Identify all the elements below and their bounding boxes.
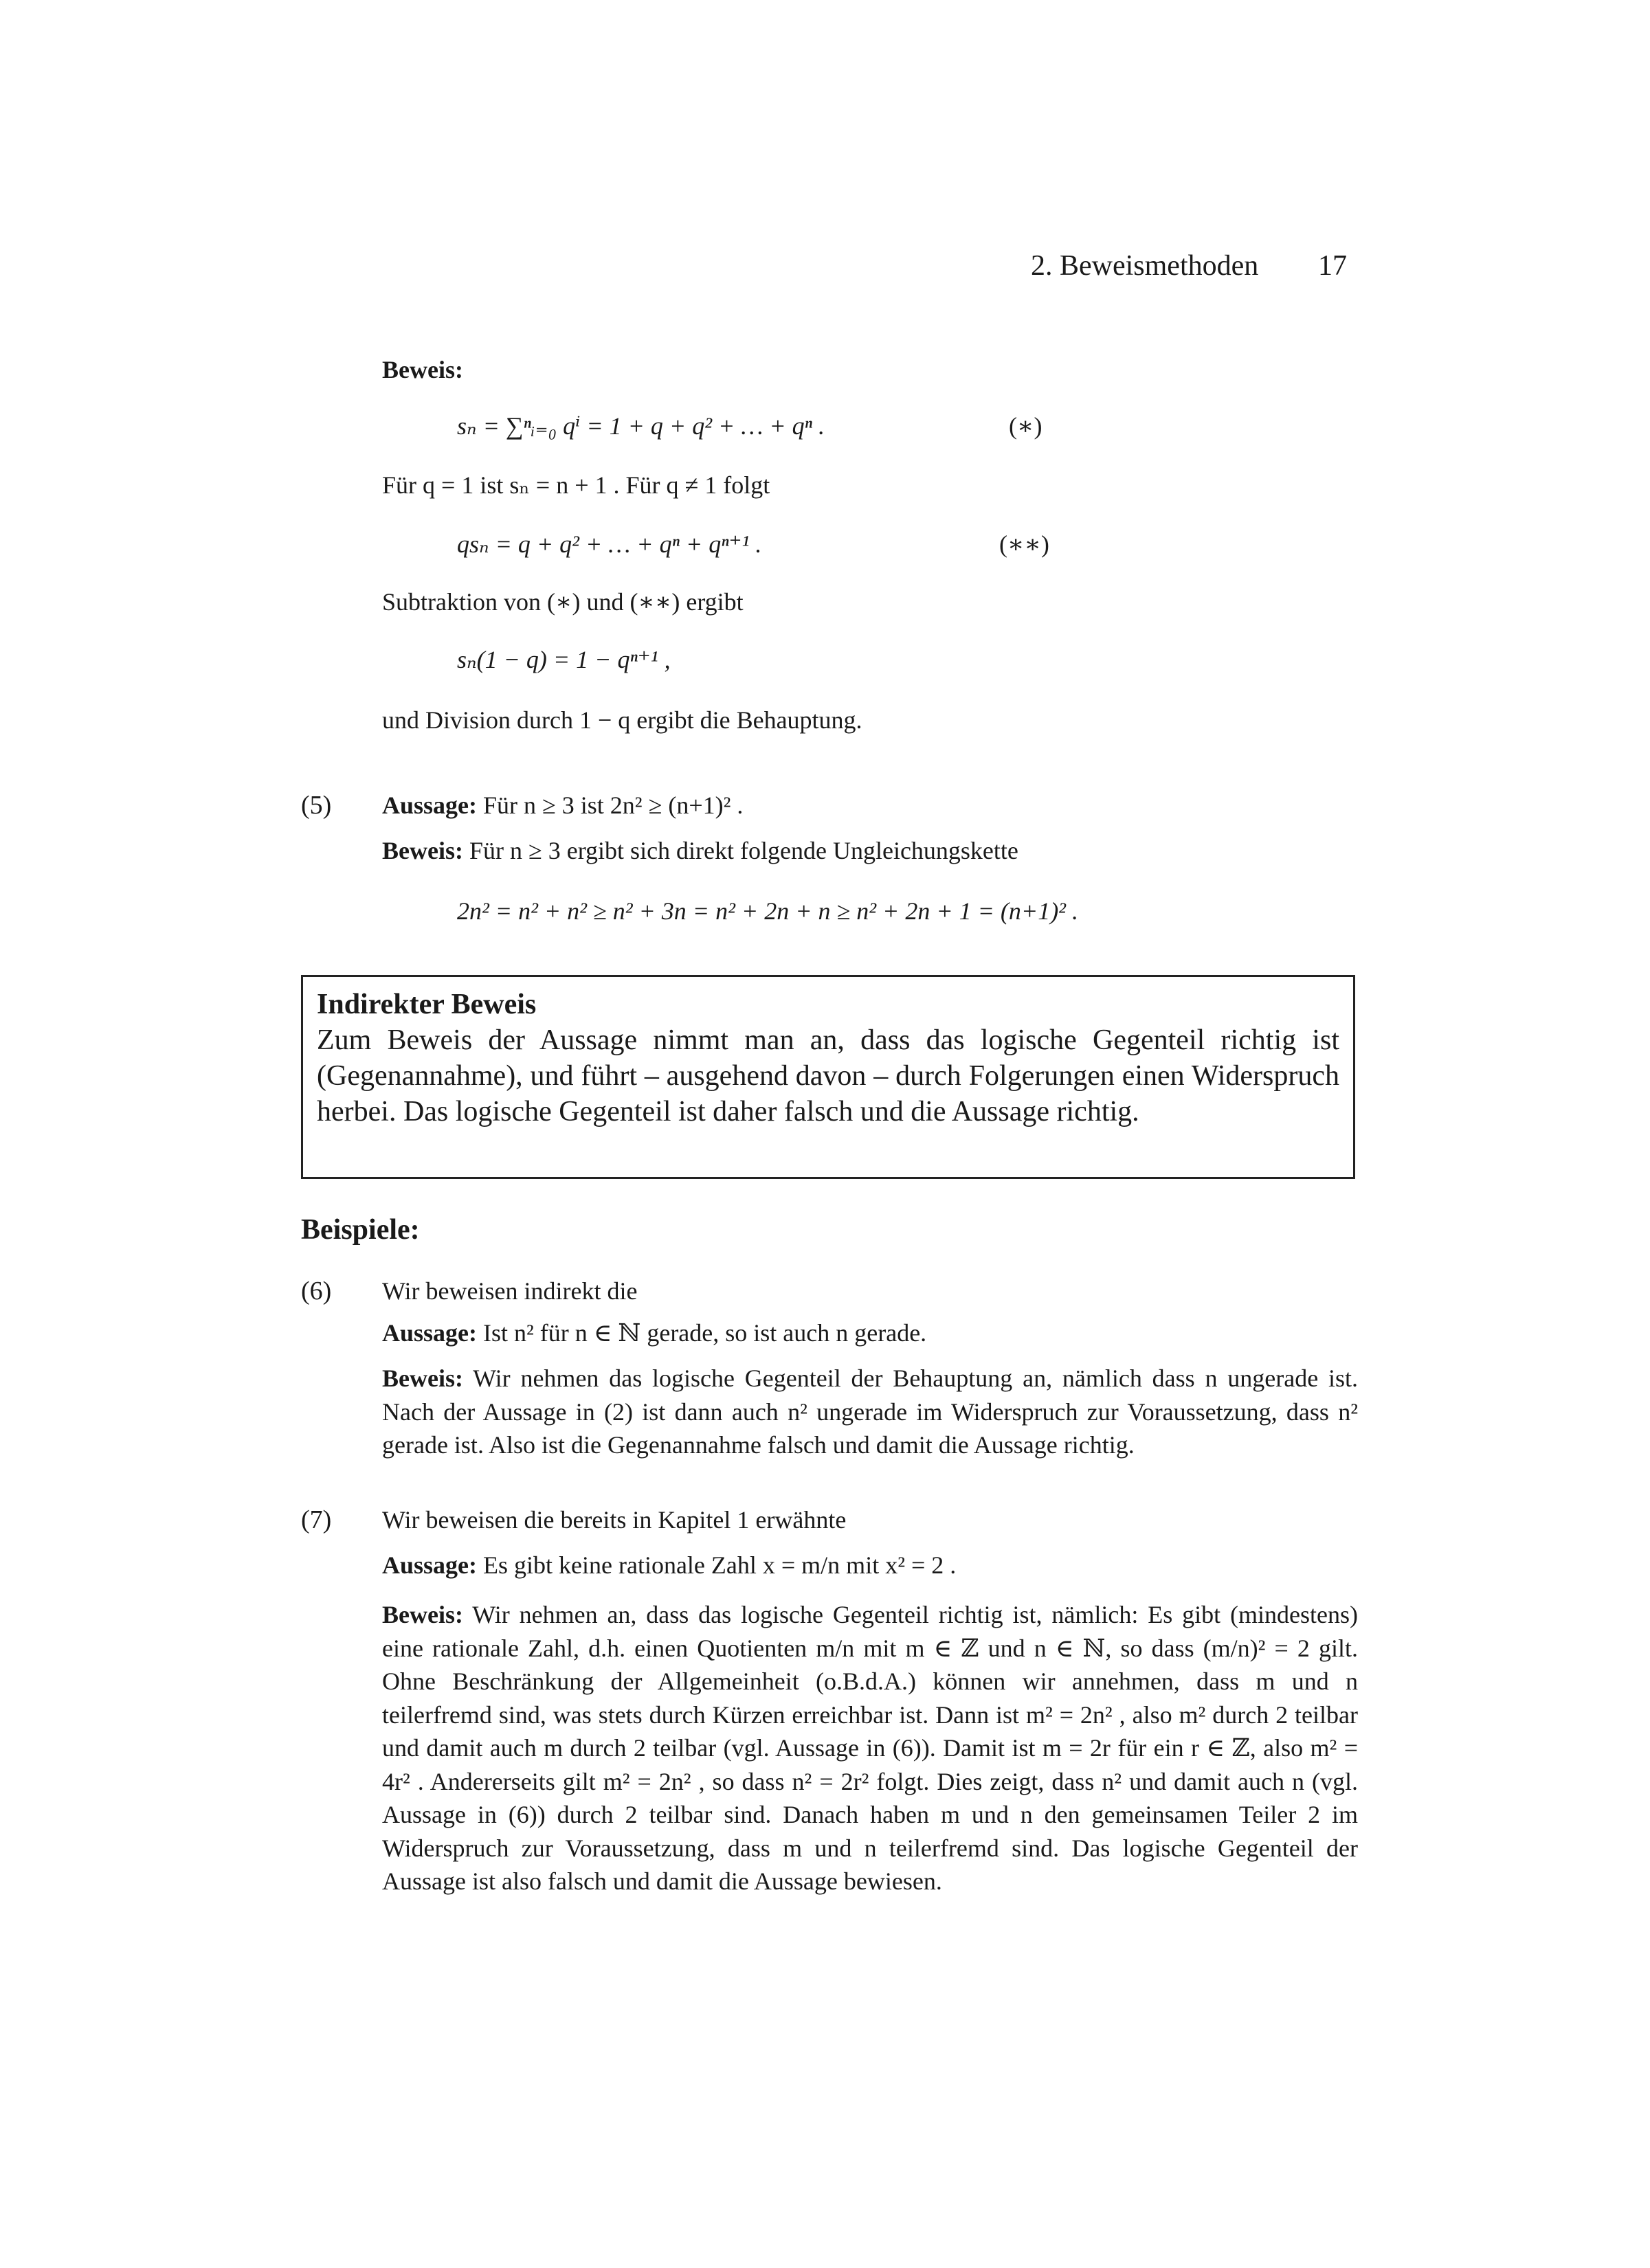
proof-text-case-q1: Für q = 1 ist sₙ = n + 1 . Für q ≠ 1 folgt <box>382 471 770 499</box>
item7-intro: Wir beweisen die bereits in Kapitel 1 erwähnte <box>382 1506 847 1534</box>
statement-text: Für n ≥ 3 ist 2n² ≥ (n+1)² . <box>483 791 744 819</box>
item7-proof <box>382 1598 1358 1898</box>
proof-label: Beweis: <box>382 837 463 864</box>
statement-label: Aussage: <box>382 1551 478 1579</box>
item-number-5: (5) <box>301 791 332 820</box>
proof-text: Für n ≥ 3 ergibt sich direkt folgende Ungleichungskette <box>469 837 1018 864</box>
statement-text: Ist n² für n ∈ ℕ gerade, so ist auch n gerade. <box>483 1319 927 1347</box>
equation-difference: sₙ(1 − q) = 1 − qⁿ⁺¹ , <box>457 646 671 673</box>
item7-statement <box>382 1549 956 1582</box>
definition-box <box>301 975 1355 1179</box>
statement-label: Aussage: <box>382 791 478 819</box>
item5-proof <box>382 834 1018 867</box>
item-number-6: (6) <box>301 1277 332 1305</box>
proof-text: Wir nehmen an, dass das logische Gegenteil richtig ist, nämlich: Es gibt (mindestens) eine rationale Zahl, d.h. einen Quotienten m/n mit m ∈ ℤ und n ∈ ℕ, so dass (m/n)² = 2 gilt. Ohne Beschränkung der Allgemeinheit (o.B.d.A.) können wir annehmen, dass m und n teilerfremd sind, was stets durch Kürzen erreichbar ist. Dann ist m² = 2n² , also m² durch 2 teilbar und damit auch m durch 2 teilbar (vgl. Aussage in (6)). Damit ist m = 2r für ein r ∈ ℤ, also m² = 4r² . Andererseits gilt m² = 2n² , so dass n² = 2r² folgt. Dies zeigt, dass n² und damit auch n (vgl. Aussage in (6)) durch 2 teilbar sind. Danach haben m und n den gemeinsamen Teiler 2 im Widerspruch zur Voraussetzung, dass m und n teilerfremd sind. Das logische Gegenteil der Aussage ist also falsch und damit die Aussage bewiesen. <box>382 1601 1358 1895</box>
equation-inequality-chain: 2n² = n² + n² ≥ n² + 3n = n² + 2n + n ≥ n² + 2n + 1 = (n+1)² . <box>457 897 1078 925</box>
equation-tag-star: (∗) <box>1009 412 1043 440</box>
running-header-chapter: 2. Beweismethoden <box>1031 250 1259 282</box>
definition-body: Zum Beweis der Aussage nimmt man an, dass das logische Gegenteil richtig ist (Gegenannahme), und führt – ausgehend davon – durch Folgerungen einen Widerspruch herbei. Das logische Gegenteil ist daher falsch und die Aussage richtig. <box>317 1024 1339 1127</box>
proof-label: Beweis: <box>382 1365 463 1392</box>
definition-content <box>303 977 1353 1130</box>
statement-label: Aussage: <box>382 1319 478 1347</box>
definition-title: Indirekter Beweis <box>317 989 537 1020</box>
running-header-page-number: 17 <box>1318 250 1347 282</box>
proof-text-subtraction: Subtraktion von (∗) und (∗∗) ergibt <box>382 588 744 616</box>
statement-text: Es gibt keine rationale Zahl x = m/n mit x² = 2 . <box>483 1551 957 1579</box>
item5-statement <box>382 789 743 822</box>
item6-intro: Wir beweisen indirekt die <box>382 1277 638 1305</box>
equation-tag-double-star: (∗∗) <box>999 530 1049 558</box>
proof-label: Beweis: <box>382 1601 463 1628</box>
item6-statement <box>382 1316 926 1349</box>
item6-proof <box>382 1362 1358 1462</box>
proof-text-division: und Division durch 1 − q ergibt die Behauptung. <box>382 706 862 734</box>
examples-heading: Beispiele: <box>301 1214 420 1246</box>
item-number-7: (7) <box>301 1505 332 1534</box>
equation-geometric-sum: sₙ = ∑ⁿᵢ₌₀ qⁱ = 1 + q + q² + … + qⁿ . <box>457 412 825 440</box>
proof-label: Beweis: <box>382 356 463 383</box>
proof-text: Wir nehmen das logische Gegenteil der Behauptung an, nämlich dass n ungerade ist. Nach der Aussage in (2) ist dann auch n² ungerade im Widerspruch zur Voraussetzung, dass n² gerade ist. Also ist die Gegenannahme falsch und damit die Aussage richtig. <box>382 1365 1358 1459</box>
equation-q-times-sum: qsₙ = q + q² + … + qⁿ + qⁿ⁺¹ . <box>457 530 762 558</box>
